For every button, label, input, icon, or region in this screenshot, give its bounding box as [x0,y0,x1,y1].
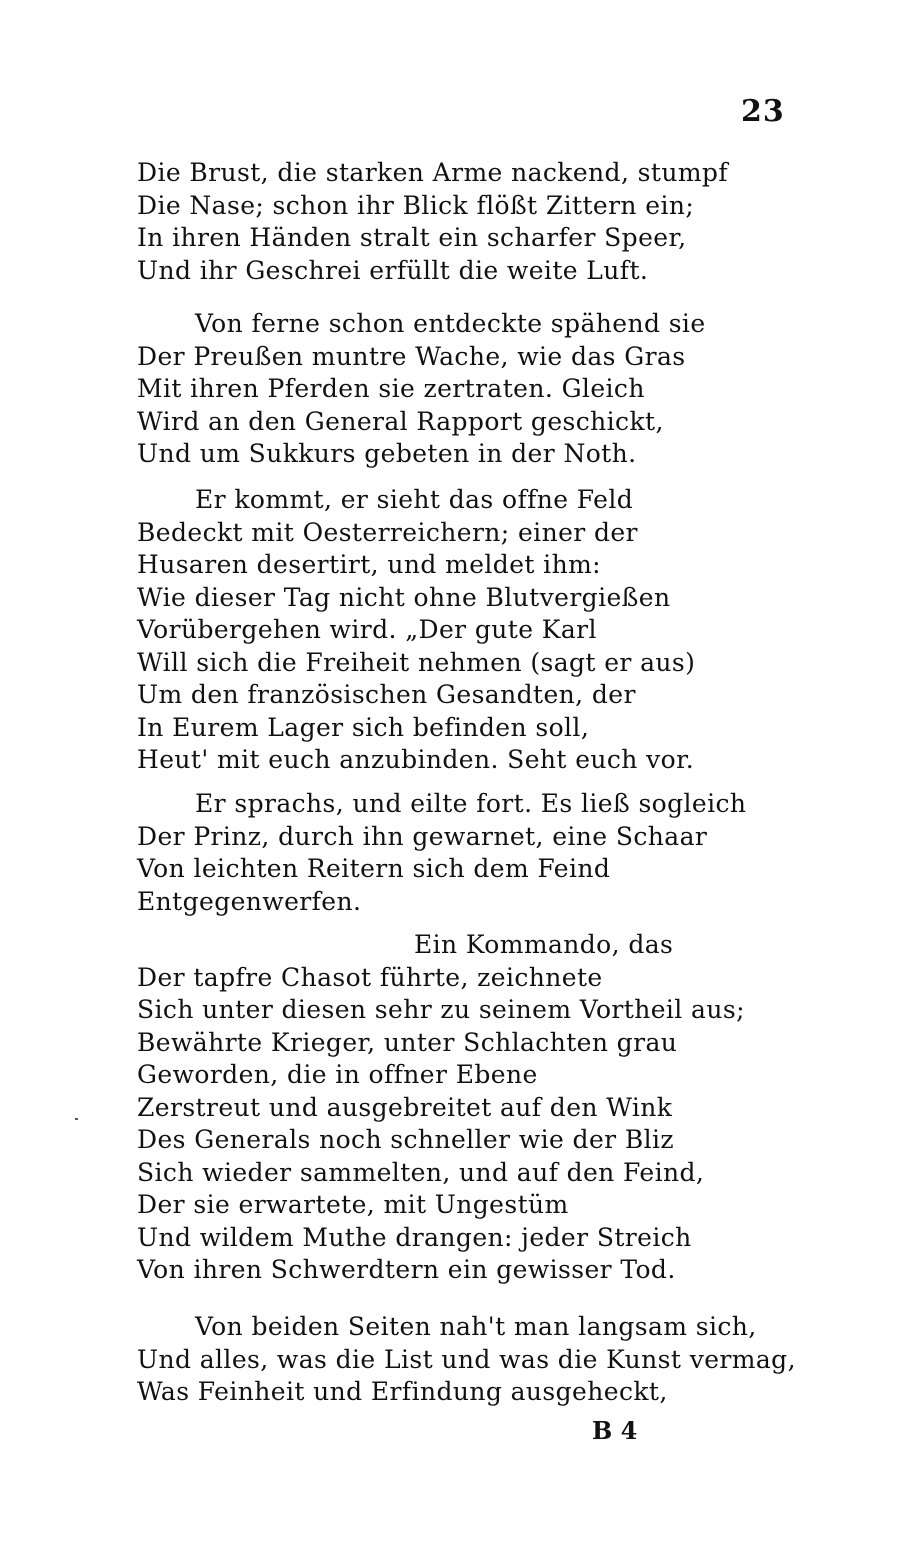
verse-line: Von ferne schon entdeckte spähend sie [195,309,706,338]
verse-line: Und alles, was die List und was die Kunst vermag, [137,1344,796,1374]
page-number: 23 [741,94,785,129]
paper-speck [75,1118,78,1120]
verse-line: Sich unter diesen sehr zu seinem Vortheil aus; [137,995,745,1024]
verse-line: In Eurem Lager sich befinden soll, [137,712,590,742]
verse-line: Heut' mit euch anzubinden. Seht euch vor. [137,745,695,774]
verse-line: Des Generals noch schneller wie der Bliz [137,1125,674,1154]
stanza-5 [137,929,745,1287]
verse-line: Sich wieder sammelten, und auf den Feind, [137,1157,705,1187]
verse-line: Der sie erwartete, mit Ungestüm [137,1190,569,1219]
verse-line: Er sprachs, und eilte fort. Es ließ sogleich [195,789,747,818]
signature-mark: B 4 [592,1416,638,1445]
verse-line: Und wildem Muthe drangen: jeder Streich [137,1222,692,1252]
verse-line: Und ihr Geschrei erfüllt die weite Luft. [137,255,649,285]
verse-line: Der Preußen muntre Wache, wie das Gras [137,341,686,371]
verse-line: Wie dieser Tag nicht ohne Blutvergießen [137,582,671,612]
stanza-2 [137,308,706,471]
verse-line: Ein Kommando, das [414,930,674,959]
verse-line: Was Feinheit und Erfindung ausgeheckt, [137,1377,668,1406]
stanza-1 [137,157,728,287]
verse-line: Von beiden Seiten nah't man langsam sich, [195,1312,757,1341]
verse-line: Der Prinz, durch ihn gewarnet, eine Schaar [137,821,708,851]
verse-line: Um den französischen Gesandten, der [137,680,636,709]
stanza-4 [137,788,746,918]
verse-line: Mit ihren Pferden sie zertraten. Gleich [137,374,645,403]
verse-line: Und um Sukkurs gebeten in der Noth. [137,439,637,468]
verse-line: Will sich die Freiheit nehmen (sagt er aus) [137,647,696,677]
verse-line: Der tapfre Chasot führte, zeichnete [137,962,603,992]
verse-line: Die Nase; schon ihr Blick flößt Zittern ein; [137,190,695,220]
verse-line: Bewährte Krieger, unter Schlachten grau [137,1027,678,1057]
verse-line: Bedeckt mit Oesterreichern; einer der [137,517,638,547]
verse-line: Entgegenwerfen. [137,886,362,916]
stanza-6 [137,1311,796,1409]
verse-line: Von ihren Schwerdtern ein gewisser Tod. [137,1255,676,1284]
verse-line: Husaren desertirt, und meldet ihm: [137,550,602,579]
verse-line: Er kommt, er sieht das offne Feld [195,485,634,514]
verse-line: In ihren Händen stralt ein scharfer Speer, [137,223,687,252]
verse-line: Vorübergehen wird. „Der gute Karl [137,615,597,644]
verse-line: Von leichten Reitern sich dem Feind [137,854,611,883]
verse-line: Wird an den General Rapport geschickt, [137,406,664,436]
stanza-3 [137,484,695,777]
verse-line: Geworden, die in offner Ebene [137,1060,538,1089]
verse-line: Zerstreut und ausgebreitet auf den Wink [137,1092,673,1122]
verse-line: Die Brust, die starken Arme nackend, stumpf [137,158,728,187]
